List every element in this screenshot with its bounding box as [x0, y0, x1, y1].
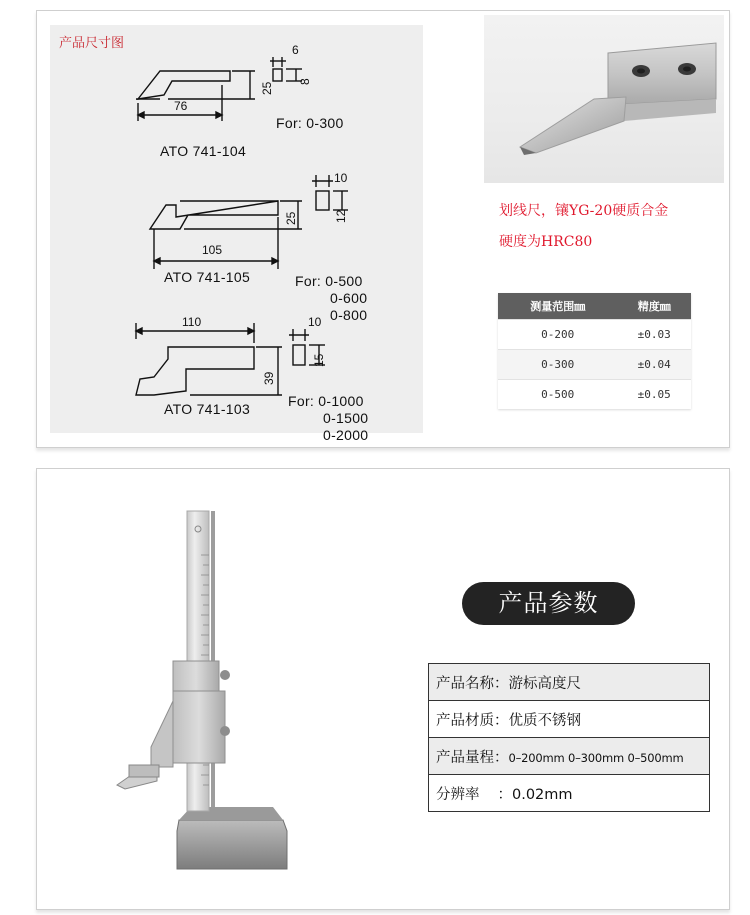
param-value: 0–200mm 0–300mm 0–500mm [508, 750, 684, 765]
height-gauge-photo [51, 485, 421, 903]
param-value: 优质不锈钢 [508, 712, 581, 729]
column-header: 测量范围㎜ [498, 293, 617, 320]
scriber-illustration [484, 15, 724, 183]
height-label: 25 [260, 81, 274, 95]
table-row [429, 738, 710, 775]
param-cell-name [429, 664, 710, 701]
range-label: For: 0-300 [276, 115, 344, 131]
table-row [498, 320, 691, 350]
tip-height-label: 12 [334, 209, 348, 223]
accuracy-table [498, 293, 691, 409]
range-label: 0-600 [330, 290, 368, 306]
param-cell-range [429, 738, 710, 775]
range-cell: 0-300 [498, 350, 617, 380]
dimension-panel [36, 10, 730, 448]
param-value: ：0.02mm [497, 786, 573, 803]
range-cell: 0-200 [498, 320, 617, 350]
table-row [498, 380, 691, 410]
hardness-caption: 硬度为HRC80 [499, 234, 593, 250]
model-label: ATO 741-103 [164, 401, 251, 417]
tip-width-label: 6 [292, 43, 299, 57]
table-row [429, 664, 710, 701]
height-label: 25 [284, 211, 298, 225]
param-cell-resolution [429, 775, 710, 812]
range-label: For: 0-1000 [288, 393, 364, 409]
height-label: 39 [262, 371, 276, 385]
length-label: 105 [202, 243, 223, 257]
model-label: ATO 741-105 [164, 269, 251, 285]
scriber-photo [484, 15, 724, 183]
tip-height-label: 15 [312, 353, 326, 367]
range-cell: 0-500 [498, 380, 617, 410]
tip-height-label: 8 [298, 78, 312, 85]
param-label: 分辨率 [436, 786, 480, 803]
tip-width-label: 10 [308, 315, 322, 329]
params-panel [36, 468, 730, 910]
table-row [429, 775, 710, 812]
param-label: 产品名称： [436, 675, 509, 692]
model-label: ATO 741-104 [160, 143, 247, 159]
table-row [498, 350, 691, 380]
param-value: 游标高度尺 [508, 675, 581, 692]
param-label: 产品材质： [436, 712, 509, 729]
range-label: 0-800 [330, 307, 368, 323]
scriber-caption: 划线尺，镶YG-20硬质合金 [499, 203, 669, 219]
accuracy-cell: ±0.05 [617, 380, 691, 410]
dimension-drawing [50, 25, 423, 443]
column-header: 精度㎜ [617, 293, 691, 320]
dimension-lines [50, 25, 423, 433]
length-label: 110 [182, 315, 202, 329]
params-table [428, 663, 710, 812]
tip-width-label: 10 [334, 171, 348, 185]
range-label: 0-1500 [323, 410, 369, 426]
height-gauge-illustration [51, 485, 421, 903]
accuracy-cell: ±0.03 [617, 320, 691, 350]
table-row [429, 701, 710, 738]
range-label: For: 0-500 [295, 273, 363, 289]
param-label: 产品量程： [436, 749, 509, 766]
params-heading: 产品参数 [462, 582, 635, 625]
section-title: 产品尺寸图 [59, 36, 125, 51]
param-cell-material [429, 701, 710, 738]
table-header-row [498, 293, 691, 320]
range-label: 0-2000 [323, 427, 369, 443]
accuracy-cell: ±0.04 [617, 350, 691, 380]
length-label: 76 [174, 99, 188, 113]
